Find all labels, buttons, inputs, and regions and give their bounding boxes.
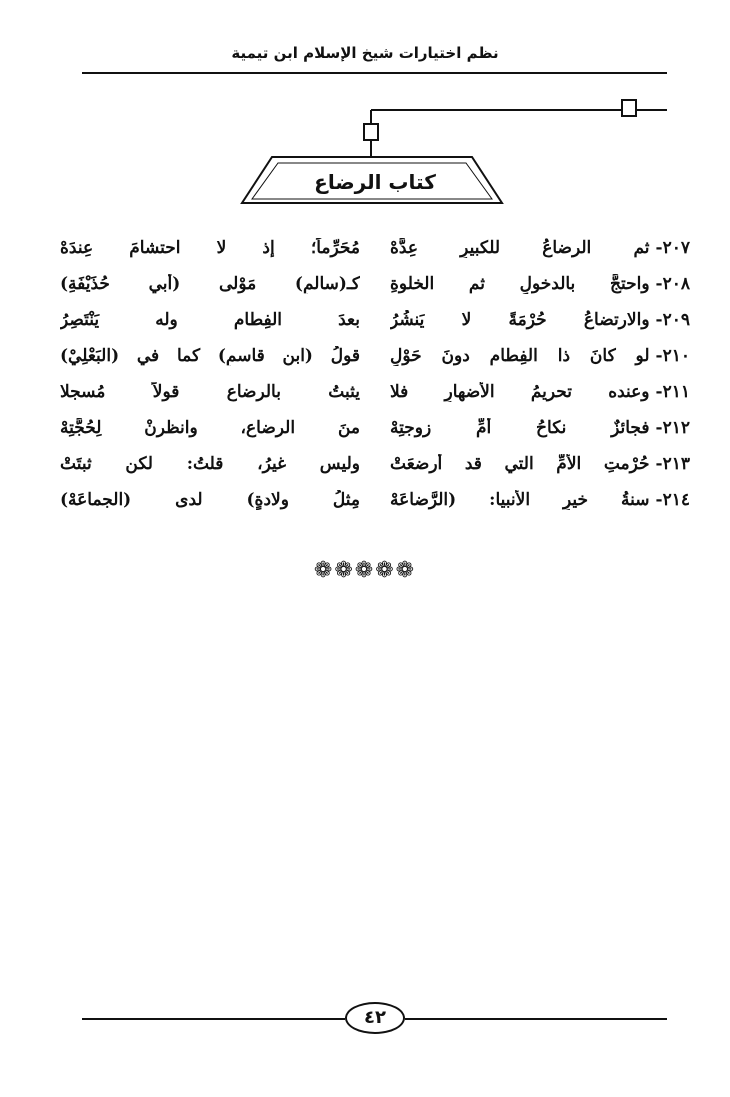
verse-number: ٢١٢-	[655, 418, 690, 438]
verse-number: ٢١٣-	[655, 454, 690, 474]
verse-second-hemistich: مِثلُ ولادةٍ) لدى (الجماعَهْ)	[60, 490, 360, 510]
chapter-title: كتاب الرضاع	[314, 170, 436, 194]
verse-second-hemistich: منَ الرضاعِ، وانظرنْ لِحُجَّتِهْ	[60, 418, 360, 438]
verse-number: ٢١١-	[655, 382, 690, 402]
verse-second-hemistich: وليس غيرُ، قلتُ: لكن ثبتَتْ	[60, 454, 360, 474]
header-title: نظم اختيارات شيخ الإسلام ابن تيمية	[231, 44, 499, 62]
footer-rule-right	[405, 1018, 667, 1020]
verse-first-hemistich: ٢٠٩-والارتضاعُ حُرْمَةً لا يَنشُرُ	[390, 310, 690, 330]
verse-number: ٢١٠-	[655, 346, 690, 366]
verse-row	[60, 304, 690, 336]
verse-first-hemistich: ٢١١-وعنده تحريمُ الأضهارِ فلا	[390, 382, 690, 402]
verse-row	[60, 232, 690, 264]
page-number: ٤٢	[345, 1002, 405, 1034]
verse-row	[60, 376, 690, 408]
verse-row	[60, 340, 690, 372]
verse-first-hemistich: ٢١٣-حُرْمتِ الأمِّ التي قد أرضعَتْ	[390, 454, 690, 474]
verse-number: ٢٠٧-	[655, 238, 690, 258]
verse-second-hemistich: يثبتُ بالرضاعِ قولاً مُسجلا	[60, 382, 360, 402]
connector-box-center	[364, 124, 378, 140]
verse-row	[60, 412, 690, 444]
verse-second-hemistich: قولُ (ابنِ قاسمٍ) كما في (البَعْلِيْ)	[60, 346, 360, 366]
verse-row	[60, 484, 690, 516]
verse-number: ٢١٤-	[655, 490, 690, 510]
verse-second-hemistich: كـ(سالمٍ) مَوْلى (أبي حُذَيْفَةِ)	[60, 274, 360, 294]
verse-number: ٢٠٨-	[655, 274, 690, 294]
verse-number: ٢٠٩-	[655, 310, 690, 330]
verse-second-hemistich: مُحَرِّماً؛ إذ لا احتشامَ عِندَهْ	[60, 238, 360, 258]
verse-row	[60, 448, 690, 480]
verse-first-hemistich: ٢١٠-لو كانَ ذا الفِطامِ دونَ حَوْلِ	[390, 346, 690, 366]
verse-first-hemistich: ٢٠٨-واحتجَّ بالدخولِ ثم الخلوةِ	[390, 274, 690, 294]
verse-second-hemistich: بعدَ الفِطامِ وله يَنْتَصِرُ	[60, 310, 360, 330]
verse-row	[60, 268, 690, 300]
connector-box-right	[622, 100, 636, 116]
verse-first-hemistich: ٢١٤-سنةُ خيرِ الأنبيا: (الرَّضاعَهْ	[390, 490, 690, 510]
verse-first-hemistich: ٢١٢-فجائزٌ نكاحُ أمِّ زوجتِهْ	[390, 418, 690, 438]
verse-first-hemistich: ٢٠٧-ثم الرضاعُ للكبيرِ عِدَّهْ	[390, 238, 690, 258]
footer-rule-left	[82, 1018, 345, 1020]
section-separator: ❁❁❁❁❁	[313, 558, 417, 583]
